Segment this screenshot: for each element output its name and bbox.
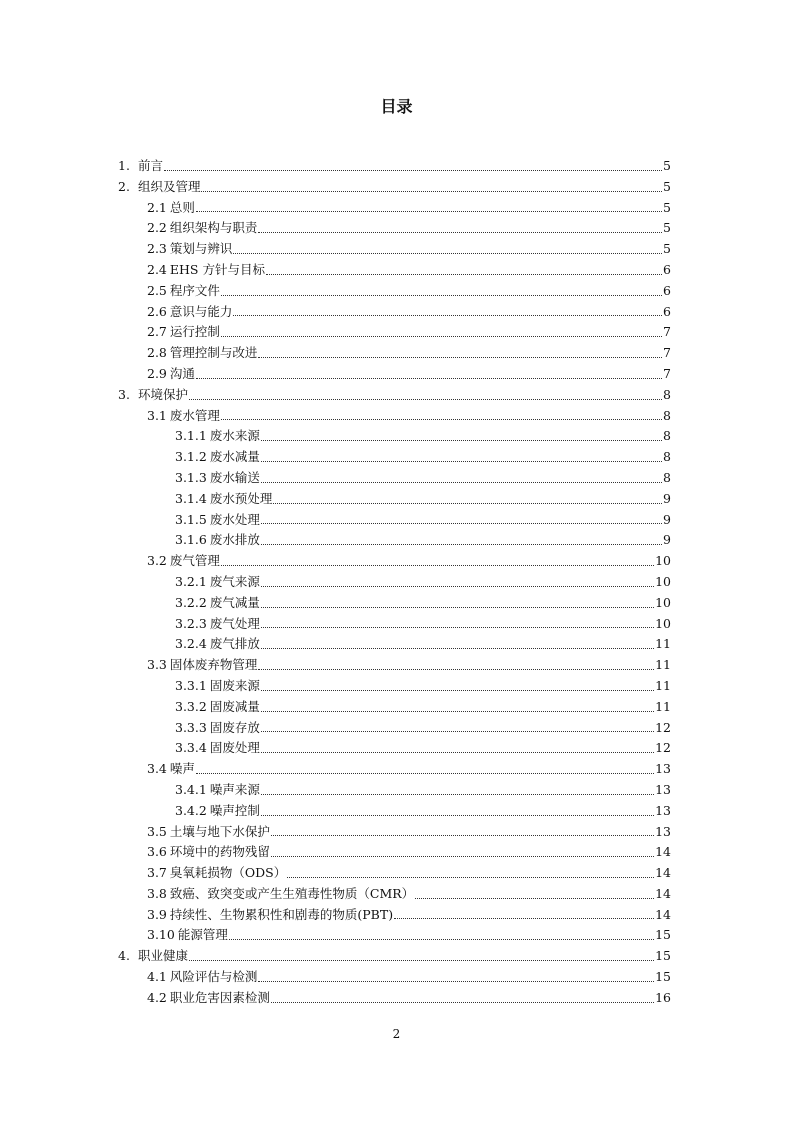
toc-entry[interactable] bbox=[118, 718, 671, 739]
toc-entry-number: 3.3.4 bbox=[175, 740, 207, 756]
toc-entry-page: 14 bbox=[655, 844, 671, 860]
toc-entry-number: 2.6 bbox=[147, 303, 167, 319]
toc-entry[interactable] bbox=[118, 281, 671, 302]
toc-entry-page: 11 bbox=[655, 677, 671, 693]
toc-entry-page: 9 bbox=[663, 490, 671, 506]
toc-entry-page: 11 bbox=[655, 698, 671, 714]
toc-entry[interactable] bbox=[118, 738, 671, 759]
toc-entry-title: 废水处理 bbox=[209, 511, 260, 527]
toc-entry[interactable] bbox=[118, 759, 671, 780]
toc-entry[interactable] bbox=[118, 343, 671, 364]
toc-entry-page: 6 bbox=[663, 261, 671, 277]
toc-dot-leader bbox=[196, 378, 662, 379]
toc-entry[interactable] bbox=[118, 988, 671, 1009]
toc-entry-number: 3.9 bbox=[147, 906, 167, 922]
toc-entry-page: 13 bbox=[655, 781, 671, 797]
toc-entry-number: 3.3.2 bbox=[175, 698, 207, 714]
toc-entry-title: 废水减量 bbox=[209, 449, 260, 465]
toc-entry-number: 3. bbox=[118, 386, 130, 402]
toc-dot-leader bbox=[258, 357, 662, 358]
toc-entry-page: 5 bbox=[663, 178, 671, 194]
toc-entry-number: 2.1 bbox=[147, 199, 167, 215]
toc-dot-leader bbox=[415, 898, 654, 899]
toc-entry-title: 职业危害因素检测 bbox=[169, 989, 270, 1005]
toc-entry-number: 3.4.1 bbox=[175, 781, 207, 797]
toc-dot-leader bbox=[261, 482, 662, 483]
toc-entry-number: 2.9 bbox=[147, 365, 167, 381]
toc-entry-page: 7 bbox=[663, 365, 671, 381]
toc-entry-page: 10 bbox=[655, 594, 671, 610]
toc-entry-title: 废水管理 bbox=[169, 407, 220, 423]
toc-entry-page: 5 bbox=[663, 158, 671, 173]
toc-entry-title: 噪声控制 bbox=[209, 802, 260, 818]
toc-entry-title: 废水预处理 bbox=[209, 490, 273, 506]
toc-dot-leader bbox=[261, 461, 662, 462]
toc-entry-title: 废气处理 bbox=[209, 615, 260, 631]
toc-entry[interactable] bbox=[118, 593, 671, 614]
toc-dot-leader bbox=[261, 586, 654, 587]
toc-entry-number: 2.3 bbox=[147, 241, 167, 257]
page-number: 2 bbox=[392, 1027, 401, 1041]
toc-entry[interactable] bbox=[118, 198, 671, 219]
page-title: 目录 bbox=[380, 97, 413, 116]
toc-entry[interactable] bbox=[118, 697, 671, 718]
toc-dot-leader bbox=[258, 669, 654, 670]
toc-entry-title: 固废来源 bbox=[209, 677, 260, 693]
toc-dot-leader bbox=[196, 211, 662, 212]
toc-entry-title: 持续性、生物累积性和剧毒的物质(PBT) bbox=[169, 906, 394, 922]
toc-entry-page: 8 bbox=[663, 469, 671, 485]
toc-entry-title: 废水来源 bbox=[209, 428, 260, 444]
toc-entry-page: 11 bbox=[655, 657, 671, 673]
toc-entry[interactable] bbox=[118, 447, 671, 468]
toc-entry[interactable] bbox=[118, 946, 671, 967]
toc-entry-title: 意识与能力 bbox=[169, 303, 233, 319]
toc-entry[interactable] bbox=[118, 177, 671, 198]
toc-entry[interactable] bbox=[118, 218, 671, 239]
toc-entry-title: 臭氧耗损物（ODS） bbox=[169, 865, 287, 881]
toc-entry-page: 8 bbox=[663, 407, 671, 423]
toc-entry-title: 固废存放 bbox=[209, 719, 260, 735]
toc-entry-page: 8 bbox=[663, 449, 671, 465]
table-of-contents bbox=[118, 156, 671, 1009]
toc-dot-leader bbox=[221, 565, 654, 566]
toc-entry-number: 3.6 bbox=[147, 844, 167, 860]
toc-dot-leader bbox=[271, 1002, 654, 1003]
toc-entry-page: 15 bbox=[655, 948, 671, 964]
toc-entry-page: 10 bbox=[655, 615, 671, 631]
toc-entry-title: 管理控制与改进 bbox=[169, 345, 258, 361]
toc-entry-number: 3.4.2 bbox=[175, 802, 207, 818]
toc-entry-title: 废水排放 bbox=[209, 532, 260, 548]
toc-entry-page: 13 bbox=[655, 761, 671, 777]
toc-entry-number: 4.1 bbox=[147, 969, 167, 985]
toc-entry-page: 13 bbox=[655, 802, 671, 818]
toc-entry-number: 3.1.1 bbox=[175, 428, 207, 444]
toc-entry-title: 固体废弃物管理 bbox=[169, 657, 258, 673]
toc-dot-leader bbox=[221, 336, 662, 337]
toc-entry[interactable] bbox=[118, 530, 671, 551]
toc-entry-number: 3.1.5 bbox=[175, 511, 207, 527]
toc-entry-title: 废气排放 bbox=[209, 636, 260, 652]
toc-entry-page: 8 bbox=[663, 428, 671, 444]
toc-entry[interactable] bbox=[118, 863, 671, 884]
toc-entry-title: 废气管理 bbox=[169, 553, 220, 569]
toc-entry-number: 2.5 bbox=[147, 282, 167, 298]
toc-entry[interactable] bbox=[118, 406, 671, 427]
toc-entry-title: 程序文件 bbox=[169, 282, 220, 298]
toc-entry-page: 9 bbox=[663, 511, 671, 527]
toc-entry-number: 4.2 bbox=[147, 989, 167, 1005]
toc-entry-page: 13 bbox=[655, 823, 671, 839]
toc-dot-leader bbox=[261, 607, 654, 608]
toc-dot-leader bbox=[261, 648, 654, 649]
toc-entry[interactable] bbox=[118, 884, 671, 905]
toc-entry[interactable] bbox=[118, 925, 671, 946]
toc-dot-leader bbox=[189, 960, 654, 961]
toc-entry-number: 3.3.3 bbox=[175, 719, 207, 735]
toc-entry-number: 3.4 bbox=[147, 761, 167, 777]
toc-dot-leader bbox=[196, 773, 654, 774]
toc-entry-number: 3.7 bbox=[147, 865, 167, 881]
toc-entry-title: 致癌、致突变或产生生殖毒性物质（CMR） bbox=[169, 885, 415, 901]
toc-entry-page: 15 bbox=[655, 927, 671, 943]
toc-entry-number: 3.2.2 bbox=[175, 594, 207, 610]
toc-entry[interactable] bbox=[118, 634, 671, 655]
toc-entry-number: 3.1 bbox=[147, 407, 167, 423]
toc-dot-leader bbox=[233, 315, 662, 316]
toc-dot-leader bbox=[258, 232, 662, 233]
toc-entry-number: 3.2.4 bbox=[175, 636, 207, 652]
toc-entry-number: 3.1.2 bbox=[175, 449, 207, 465]
toc-entry-number: 3.5 bbox=[147, 823, 167, 839]
toc-dot-leader bbox=[394, 918, 654, 919]
toc-entry[interactable] bbox=[118, 385, 671, 406]
toc-entry-page: 7 bbox=[663, 345, 671, 361]
toc-entry-title: 总则 bbox=[169, 199, 195, 215]
toc-entry-title: 废气减量 bbox=[209, 594, 260, 610]
toc-entry-title: 固废减量 bbox=[209, 698, 260, 714]
toc-entry-page: 6 bbox=[663, 303, 671, 319]
toc-entry-page: 14 bbox=[655, 885, 671, 901]
toc-entry[interactable] bbox=[118, 822, 671, 843]
toc-entry-page: 10 bbox=[655, 573, 671, 589]
toc-entry-number: 2.7 bbox=[147, 324, 167, 340]
toc-entry-number: 4. bbox=[118, 948, 130, 964]
toc-dot-leader bbox=[201, 191, 662, 192]
toc-dot-leader bbox=[261, 544, 662, 545]
toc-entry[interactable] bbox=[118, 364, 671, 385]
toc-entry-page: 5 bbox=[663, 199, 671, 215]
toc-entry-title: 废水输送 bbox=[209, 469, 260, 485]
toc-entry[interactable] bbox=[118, 614, 671, 635]
toc-entry[interactable] bbox=[118, 842, 671, 863]
toc-entry-title: 风险评估与检测 bbox=[169, 969, 258, 985]
toc-entry-page: 15 bbox=[655, 969, 671, 985]
toc-entry-page: 6 bbox=[663, 282, 671, 298]
toc-entry-number: 2. bbox=[118, 178, 130, 194]
toc-entry-title: 前言 bbox=[137, 158, 163, 173]
toc-dot-leader bbox=[271, 856, 654, 857]
toc-entry-number: 3.10 bbox=[147, 927, 175, 943]
toc-entry-page: 9 bbox=[663, 532, 671, 548]
toc-entry-number: 2.4 bbox=[147, 261, 167, 277]
toc-entry-number: 3.3 bbox=[147, 657, 167, 673]
toc-entry-title: 噪声 bbox=[169, 761, 195, 777]
toc-entry-number: 1. bbox=[118, 158, 130, 173]
toc-dot-leader bbox=[261, 815, 654, 816]
toc-entry-title: 组织架构与职责 bbox=[169, 220, 258, 236]
toc-entry-number: 3.2 bbox=[147, 553, 167, 569]
toc-entry[interactable] bbox=[118, 780, 671, 801]
toc-entry-title: 策划与辨识 bbox=[169, 241, 233, 257]
toc-entry-page: 14 bbox=[655, 906, 671, 922]
toc-dot-leader bbox=[261, 523, 662, 524]
toc-entry-page: 14 bbox=[655, 865, 671, 881]
toc-entry[interactable] bbox=[118, 489, 671, 510]
toc-dot-leader bbox=[261, 627, 654, 628]
toc-dot-leader bbox=[273, 503, 662, 504]
toc-dot-leader bbox=[258, 981, 654, 982]
toc-entry-number: 3.1.3 bbox=[175, 469, 207, 485]
toc-entry-page: 10 bbox=[655, 553, 671, 569]
toc-entry[interactable] bbox=[118, 468, 671, 489]
toc-entry-page: 12 bbox=[655, 740, 671, 756]
toc-dot-leader bbox=[261, 690, 654, 691]
toc-entry-title: 废气来源 bbox=[209, 573, 260, 589]
toc-entry-title: 职业健康 bbox=[137, 948, 188, 964]
toc-entry-title: 组织及管理 bbox=[137, 178, 201, 194]
toc-entry[interactable] bbox=[118, 676, 671, 697]
toc-entry-title: 土壤与地下水保护 bbox=[169, 823, 270, 839]
toc-dot-leader bbox=[266, 274, 662, 275]
toc-entry-number: 3.2.1 bbox=[175, 573, 207, 589]
toc-entry[interactable] bbox=[118, 510, 671, 531]
toc-dot-leader bbox=[261, 731, 654, 732]
toc-entry-title: 噪声来源 bbox=[209, 781, 260, 797]
toc-entry-number: 3.1.6 bbox=[175, 532, 207, 548]
toc-dot-leader bbox=[164, 170, 662, 171]
toc-entry-title: 能源管理 bbox=[177, 927, 228, 943]
toc-entry-title: 运行控制 bbox=[169, 324, 220, 340]
toc-entry-page: 5 bbox=[663, 241, 671, 257]
toc-entry-number: 3.3.1 bbox=[175, 677, 207, 693]
toc-entry-page: 11 bbox=[655, 636, 671, 652]
toc-entry-number: 2.8 bbox=[147, 345, 167, 361]
toc-dot-leader bbox=[229, 939, 654, 940]
toc-entry[interactable] bbox=[118, 156, 671, 177]
toc-entry-page: 16 bbox=[655, 989, 671, 1005]
toc-entry-number: 3.2.3 bbox=[175, 615, 207, 631]
toc-entry-title: 固废处理 bbox=[209, 740, 260, 756]
toc-entry-page: 5 bbox=[663, 220, 671, 236]
toc-entry[interactable] bbox=[118, 905, 671, 926]
toc-entry[interactable] bbox=[118, 655, 671, 676]
toc-entry[interactable] bbox=[118, 551, 671, 572]
toc-entry-number: 2.2 bbox=[147, 220, 167, 236]
toc-entry-title: 环境中的药物残留 bbox=[169, 844, 270, 860]
toc-dot-leader bbox=[189, 399, 662, 400]
toc-entry-title: 环境保护 bbox=[137, 386, 188, 402]
toc-entry[interactable] bbox=[118, 572, 671, 593]
toc-dot-leader bbox=[261, 711, 654, 712]
toc-dot-leader bbox=[221, 295, 662, 296]
toc-entry[interactable] bbox=[118, 801, 671, 822]
toc-entry[interactable] bbox=[118, 302, 671, 323]
toc-dot-leader bbox=[261, 440, 662, 441]
toc-entry[interactable] bbox=[118, 260, 671, 281]
toc-entry[interactable] bbox=[118, 239, 671, 260]
toc-dot-leader bbox=[261, 794, 654, 795]
toc-entry[interactable] bbox=[118, 426, 671, 447]
toc-dot-leader bbox=[233, 253, 662, 254]
toc-entry-page: 8 bbox=[663, 386, 671, 402]
toc-entry-number: 3.8 bbox=[147, 885, 167, 901]
toc-entry-title: 沟通 bbox=[169, 365, 195, 381]
toc-dot-leader bbox=[261, 752, 654, 753]
toc-entry-page: 12 bbox=[655, 719, 671, 735]
toc-entry-page: 7 bbox=[663, 324, 671, 340]
toc-entry-number: 3.1.4 bbox=[175, 490, 207, 506]
toc-dot-leader bbox=[287, 877, 654, 878]
toc-dot-leader bbox=[221, 419, 662, 420]
toc-entry-title: EHS 方针与目标 bbox=[169, 261, 265, 277]
toc-entry[interactable] bbox=[118, 967, 671, 988]
toc-dot-leader bbox=[271, 835, 654, 836]
toc-entry[interactable] bbox=[118, 322, 671, 343]
